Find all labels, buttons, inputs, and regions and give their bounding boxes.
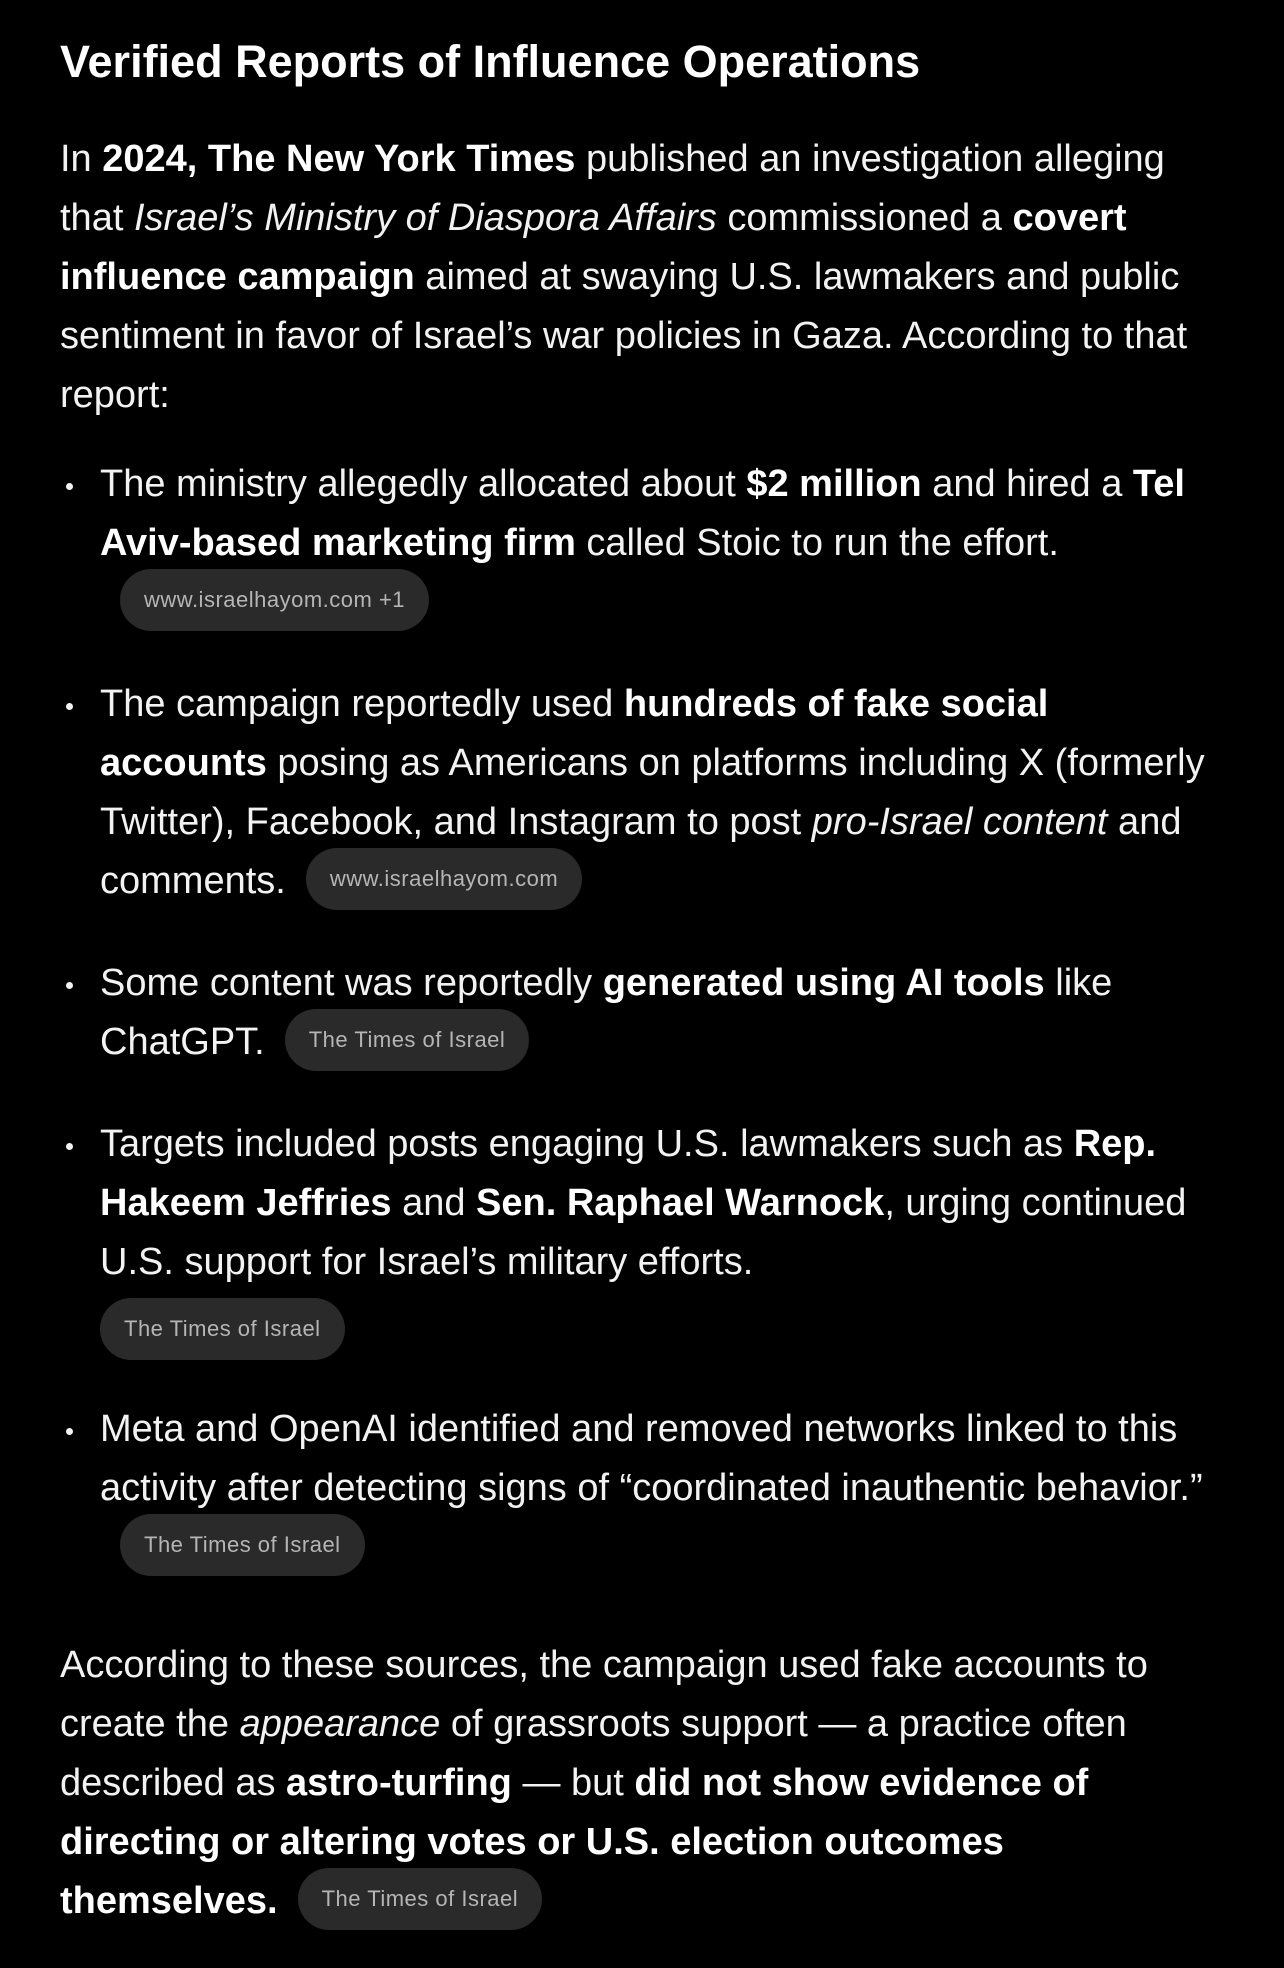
bullet-item: Some content was reportedly generated using AI tools like ChatGPT. The Times of Israel [60, 954, 1214, 1075]
bullet-item: Targets included posts engaging U.S. lawmakers such as Rep. Hakeem Jeffries and Sen. Raphael Warnock, urging continued U.S. support for Israel’s military efforts. The Times of Israel [60, 1115, 1214, 1360]
source-chip[interactable]: The Times of Israel [298, 1868, 543, 1930]
source-chip[interactable]: The Times of Israel [285, 1009, 530, 1071]
conclusion-paragraph: According to these sources, the campaign used fake accounts to create the appearance of grassroots support — a practice often described as astro-turfing — but did not show evidence of directing or altering votes or U.S. election outcomes themselves. The Times of Israel [60, 1636, 1214, 1934]
source-chip[interactable]: www.israelhayom.com [306, 848, 582, 910]
bullet-item: Meta and OpenAI identified and removed networks linked to this activity after detecting signs of “coordinated inauthentic behavior.”The Times of Israel [60, 1400, 1214, 1580]
source-chip[interactable]: The Times of Israel [120, 1514, 365, 1576]
bullet-item: The ministry allegedly allocated about $2 million and hired a Tel Aviv-based marketing firm called Stoic to run the effort.www.israelhayom.com +1 [60, 455, 1214, 635]
intro-paragraph: In 2024, The New York Times published an investigation alleging that Israel’s Ministry of Diaspora Affairs commissioned a covert influence campaign aimed at swaying U.S. lawmakers and public sentiment in favor of Israel’s war policies in Gaza. According to that report: [60, 138, 1188, 416]
source-chip[interactable]: The Times of Israel [100, 1298, 345, 1360]
report-bullets [60, 455, 1214, 1580]
source-chip[interactable]: www.israelhayom.com +1 [120, 569, 429, 631]
bullet-item: The campaign reportedly used hundreds of fake social accounts posing as Americans on platforms including X (formerly Twitter), Facebook, and Instagram to post pro-Israel content and comments. www.israelhayom.com [60, 675, 1214, 914]
section-heading: Verified Reports of Influence Operations [60, 36, 921, 87]
